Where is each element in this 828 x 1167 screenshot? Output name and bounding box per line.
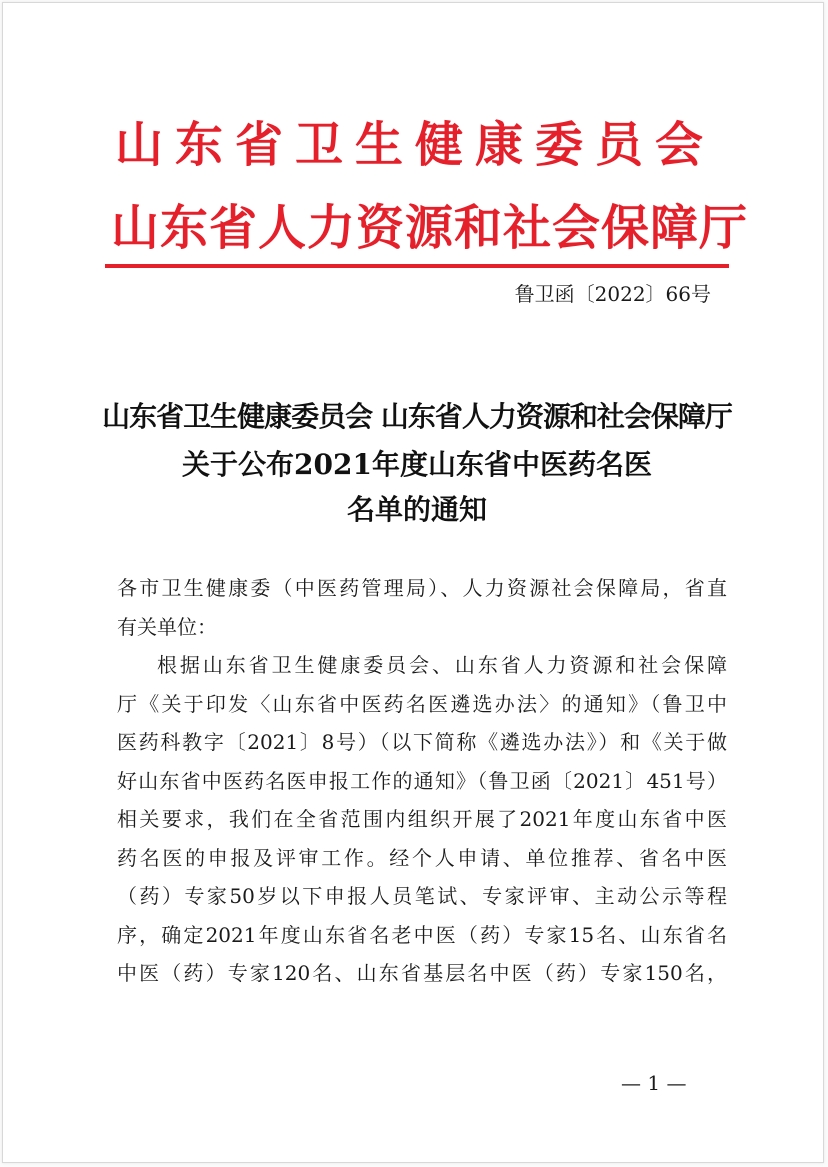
paragraph-line: 好山东省中医药名医申报工作的通知》（鲁卫函〔2021〕451号）	[117, 768, 727, 793]
red-header-rule	[105, 264, 729, 268]
document-page	[2, 2, 824, 1163]
paragraph-line: 序，确定2021年度山东省名老中医（药）专家15名、山东省名	[117, 922, 727, 947]
document-body	[117, 569, 727, 993]
issuing-org-line-2: 山东省人力资源和社会保障厅	[111, 200, 749, 256]
paragraph-line: 相关要求，我们在全省范围内组织开展了2021年度山东省中医	[117, 807, 727, 831]
document-number: 鲁卫函〔2022〕66号	[514, 282, 711, 306]
page-number: — 1 —	[621, 1071, 687, 1095]
salutation-line: 各市卫生健康委（中医药管理局）、人力资源社会保障局，省直	[117, 576, 727, 600]
paragraph-line: 中医（药）专家120名、山东省基层名中医（药）专家150名，	[117, 961, 727, 985]
paragraph-line: 药名医的申报及评审工作。经个人申请、单位推荐、省名中医	[117, 845, 727, 870]
paragraph-line: 厅《关于印发〈山东省中医药名医遴选办法〉的通知》（鲁卫中	[117, 691, 727, 716]
paragraph-line: （药）专家50岁以下申报人员笔试、专家评审、主动公示等程	[117, 884, 727, 908]
document-title-line-1: 山东省卫生健康委员会 山东省人力资源和社会保障厅	[102, 400, 732, 433]
salutation-line: 有关单位：	[117, 614, 217, 639]
issuing-org-line-1: 山东省卫生健康委员会	[115, 117, 716, 173]
paragraph-line: 根据山东省卫生健康委员会、山东省人力资源和社会保障	[157, 653, 727, 677]
document-title-line-2: 关于公布2021年度山东省中医药名医	[182, 448, 652, 481]
document-title-line-3: 名单的通知	[346, 493, 487, 526]
paragraph-line: 医药科教字〔2021〕8号）（以下简称《遴选办法》）和《关于做	[117, 730, 727, 754]
